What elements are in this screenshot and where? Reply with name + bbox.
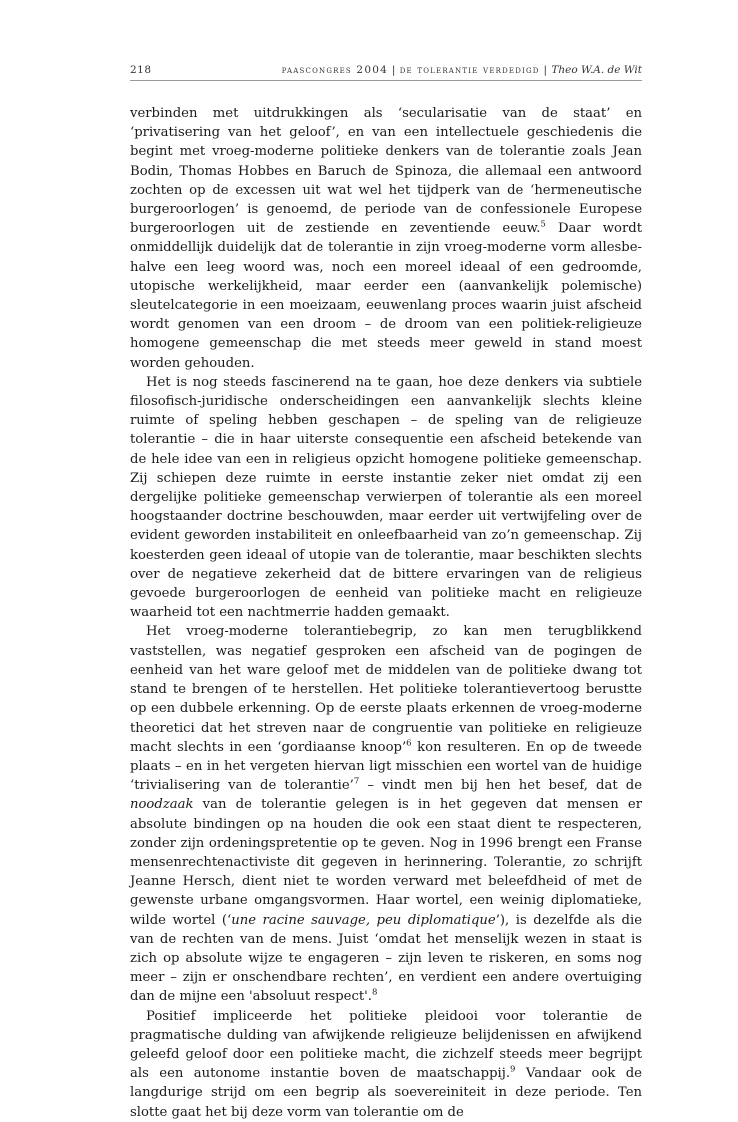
conference-name: paascongres 2004 <box>281 64 388 76</box>
running-header <box>130 64 642 80</box>
text-run: kon resulteren. En op de tweede plaats – en in het vergeten hiervan ligt misschien een wortel van de huidige ‘trivialisering van de tolerantie’ <box>130 739 642 794</box>
footnote-ref: 5 <box>540 219 546 230</box>
emphasis-text: noodzaak <box>130 797 194 813</box>
book-title: de tolerantie verdedigd <box>399 64 540 76</box>
paragraph <box>130 1007 642 1122</box>
text-run: Het vroeg-moderne tolerantiebegrip, zo kan men terugblikkend vaststellen, was negatief gesproken een afscheid van de pogingen de eenheid van het ware geloof met de middelen van de politieke dwang tot stand te brengen of te herstellen. Het politieke tolerantievertoog berustte op een dubbele erkenning. Op de eerste plaats erkennen de vroeg-moderne theoretici dat het streven naar de congruentie van politieke en religieuze macht slechts in een ‘gordiaanse knoop’ <box>130 624 642 755</box>
text-run: Positief impliceerde het politieke pleidooi voor tolerantie de pragmatische dulding van afwijkende religieuze belijdenissen en afwijkend geleefd geloof door een politieke macht, die zichzelf steeds meer begrijpt als een autonome instantie boven de maatschappij. <box>130 1008 642 1082</box>
footnote-ref: 6 <box>406 738 412 749</box>
text-run: van de tolerantie gelegen is in het gegeven dat mensen er absolute bindingen op na houden die ook een staat dient te respecteren, zonder zijn ordeningspretentie op te geven. Nog in 1996 brengt een Franse mensenrechtenactiviste dit gegeven in herinnering. Tolerantie, zo schrijft Jeanne Hersch, dient niet te worden verward met beleefdheid of met de gewenste urbane omgangsvormen. Haar wortel, een weinig diplomatieke, wilde wortel (‘ <box>130 797 642 928</box>
text-run: ’), is dezelfde als die van de rechten van de mens. Juist ‘omdat het menselijk wezen in staat is zich op absolute wijze te engageren – zijn leven te riskeren, en soms nog meer – zijn er onschendbare rechten’, en verdient een andere overtuiging dan de mijne een 'absoluut respect'. <box>130 912 643 1005</box>
footnote-ref: 7 <box>353 776 360 787</box>
text-run: – vindt men bij hen het besef, dat de <box>359 778 642 794</box>
text-run: verbinden met uitdrukkingen als ‘secularisatie van de staat’ en ‘privatisering van het geloof’, en van een intellectuele geschiedenis die begint met vroeg-moderne politieke denkers van de tolerantie zoals Jean Bodin, Thomas Hobbes en Baruch de Spinoza, die allemaal een antwoord zochten op de excessen uit wat wel het tijdperk van de ‘hermeneutische burgeroorlogen’ is genoemd, de periode van de confessionele Europese burgeroorlogen uit de zestiende en zeventiende eeuw. <box>130 106 642 237</box>
paragraph <box>130 104 642 373</box>
page-number: 218 <box>130 64 152 76</box>
emphasis-text: une racine sauvage, peu diplomatique <box>231 912 496 928</box>
text-run: Het is nog steeds fascinerend na te gaan, hoe deze denkers via subtiele filosofisch-juridische onderscheidingen een aanvankelijk slechts kleine ruimte of speling hebben geschapen – de speling van de religieuze tolerantie – die in haar uiterste consequentie een afscheid betekende van de hele idee van een in religieus opzicht homogene politieke gemeenschap. Zij schiepen deze ruimte in eerste instantie zeker niet omdat zij een dergelijke politieke gemeenschap verwierpen of tolerantie als een moreel hoogstaander doctrine beschouwden, maar eerder uit vertwijfeling over de evident geworden instabiliteit en onleefbaarheid van zo’n gemeenschap. Zij koesterden geen ideaal of utopie van de tolerantie, maar beschikten slechts over de negatieve zekerheid dat de bittere ervaringen van de religieus gevoede burgeroorlogen de eenheid van politieke macht en religieuze waarheid tot een nachtmerrie hadden gemaakt. <box>130 374 642 621</box>
author-name: Theo W.A. de Wit <box>551 64 642 76</box>
footnote-ref: 9 <box>510 1064 516 1075</box>
running-title <box>282 64 642 76</box>
paragraph <box>130 373 642 623</box>
header-separator: | <box>391 64 396 76</box>
paragraph <box>130 622 642 1006</box>
body-text <box>130 104 642 1122</box>
footnote-ref: 8 <box>371 987 378 998</box>
text-run: Daar wordt onmiddellijk duidelijk dat de tolerantie in zijn vroeg-moderne vorm allesbehalve een leeg woord was, noch een moreel ideaal of een gedroomde, utopische werkelijkheid, maar eerder een (aanvankelijk polemische) sleutelcategorie in een moeizaam, eeuwenlang proces waarin juist afscheid wordt genomen van een droom – de droom van een politiek-religieuze homogene gemeenschap die met steeds meer geweld in stand moest worden gehouden. <box>130 221 642 371</box>
text-run: Vandaar ook de langdurige strijd om een begrip als soevereiniteit in deze periode. Ten slotte gaat het bij deze vorm van tolerantie om de <box>130 1066 642 1120</box>
header-separator: | <box>543 64 548 76</box>
header-rule <box>130 80 642 81</box>
